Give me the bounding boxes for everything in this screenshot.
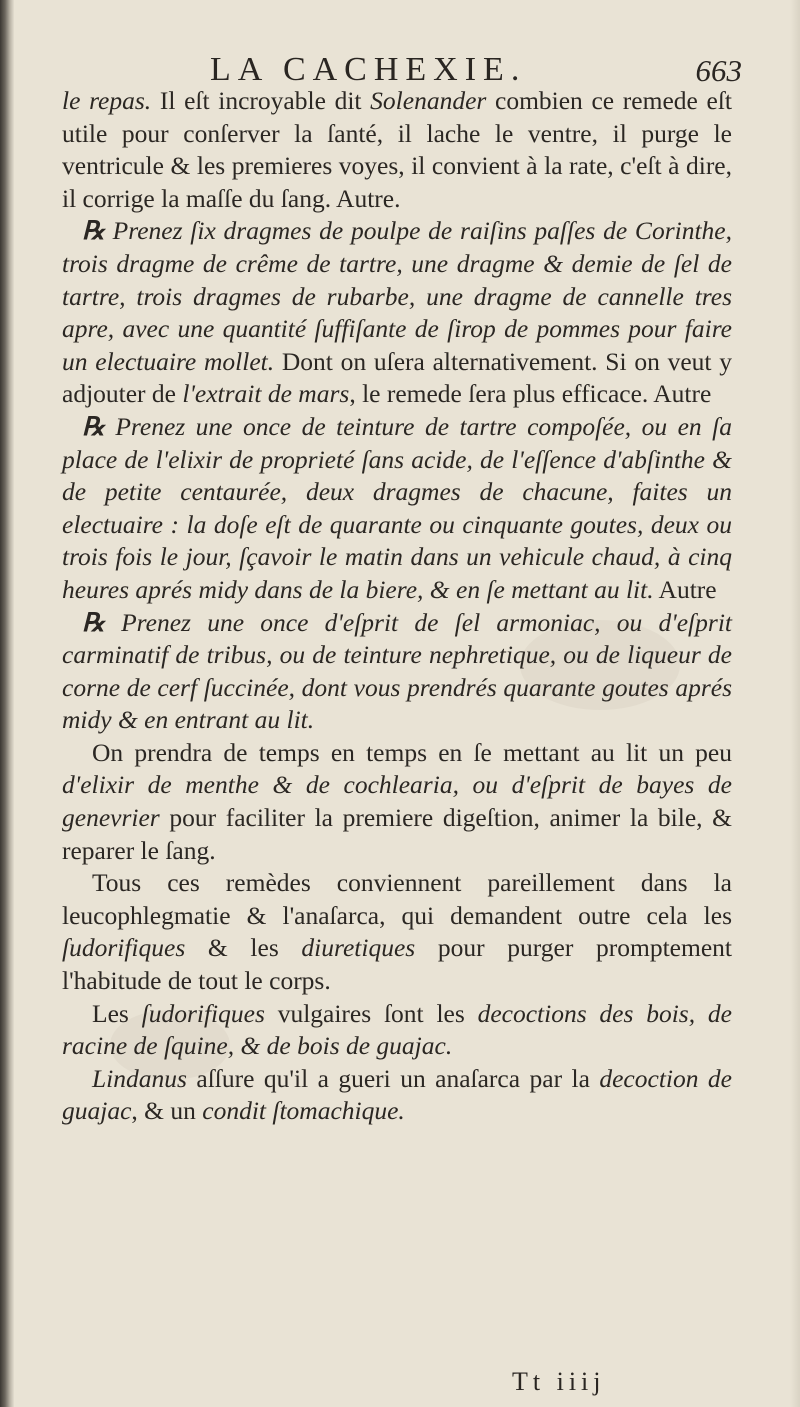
roman-text: vulgaires ſont les bbox=[264, 998, 478, 1028]
italic-text: ſudorifiques bbox=[141, 998, 265, 1028]
text-paragraph bbox=[62, 998, 732, 1063]
italic-text: Prenez une once d'eſprit de ſel armoniac, ou d'eſprit carminatif de tribus, ou de teinture nephretique, ou de liqueur de corne de cerf ſuccinée, dont vous prendrés quarante goutes aprés midy & en entrant au lit. bbox=[62, 607, 732, 735]
page-binding-edge bbox=[0, 0, 14, 1407]
recipe-symbol: ℞ bbox=[82, 607, 122, 637]
recipe-paragraph bbox=[62, 411, 732, 607]
body-text bbox=[62, 85, 732, 1128]
italic-text: Solenander bbox=[370, 86, 487, 115]
roman-text: Autre bbox=[653, 574, 717, 604]
roman-text: , & un bbox=[131, 1096, 203, 1126]
running-title: LA CACHEXIE. bbox=[210, 51, 527, 88]
italic-text: Prenez une once de teinture de tartre compoſée, ou en ſa place de l'elixir de proprieté ſans acide, de l'eſſence d'abſinthe & de petite centaurée, deux dragmes de chacune, faites un electuaire : la doſe eſt de quarante ou cinquante goutes, deux ou trois fois le jour, ſçavoir le matin dans un vehicule chaud, à cinq heures aprés midy dans de la biere, & en ſe mettant au lit. bbox=[62, 411, 732, 604]
roman-text: On prendra de temps en temps en ſe mettant au lit un peu bbox=[92, 737, 732, 767]
roman-text: pour purger promptement l'habitude de tout le corps. bbox=[62, 933, 732, 996]
italic-text: diuretiques bbox=[301, 933, 416, 963]
roman-text: Dont on uſera alternativement. Si on veut y adjouter de bbox=[62, 346, 732, 409]
italic-text: ſudorifiques bbox=[62, 933, 186, 963]
italic-text: d'elixir de menthe & de cochlearia, ou d'eſprit de bayes de genevrier bbox=[62, 770, 732, 833]
page-number: 663 bbox=[695, 53, 742, 88]
roman-text: , le remede ſera plus efficace. Autre bbox=[349, 379, 712, 409]
italic-text: decoctions des bois, de racine de ſquine, & de bois de guajac. bbox=[62, 998, 732, 1061]
italic-text: condit ſtomachique. bbox=[202, 1096, 405, 1126]
recipe-symbol: ℞ bbox=[82, 216, 113, 246]
italic-text: l'extrait de mars bbox=[182, 379, 350, 409]
roman-text: aſſure qu'il a gueri un anaſarca par la bbox=[186, 1063, 600, 1093]
page-header bbox=[62, 50, 742, 90]
roman-text: Il eſt incroyable dit bbox=[151, 86, 371, 115]
signature-mark: Tt iiij bbox=[512, 1367, 606, 1396]
roman-text: pour faciliter la premiere digeſtion, animer la bile, & reparer le ſang. bbox=[62, 803, 732, 865]
recipe-paragraph bbox=[62, 607, 732, 737]
text-paragraph bbox=[62, 85, 732, 215]
text-paragraph bbox=[62, 1063, 732, 1128]
italic-text: decoction de guajac bbox=[62, 1063, 732, 1126]
italic-text: Prenez ſix dragmes de poulpe de raiſins paſſes de Corinthe, trois dragme de crême de tartre, une dragme & demie de ſel de tartre, trois dragmes de rubarbe, une dragme de cannelle tres apre, avec une quantité ſuffiſante de ſirop de pommes pour faire un electuaire mollet. bbox=[62, 216, 732, 376]
recipe-symbol: ℞ bbox=[82, 411, 116, 441]
page-outer-edge bbox=[790, 0, 800, 1407]
text-paragraph bbox=[62, 737, 732, 867]
italic-text: Lindanus bbox=[92, 1063, 187, 1093]
roman-text: & les bbox=[185, 933, 302, 963]
recipe-paragraph bbox=[62, 215, 732, 411]
roman-text: combien ce remede eſt utile pour conſerver la ſanté, il lache le ventre, il purge le ventricule & les premieres voyes, il convient à la rate, c'eſt à dire, il corrige la maſſe du ſang. Autre. bbox=[62, 86, 732, 213]
roman-text: Tous ces remèdes conviennent pareillement dans la leucophlegmatie & l'anaſarca, qui demandent outre cela les bbox=[62, 868, 732, 930]
text-paragraph bbox=[62, 867, 732, 997]
roman-text: Les bbox=[92, 998, 142, 1028]
italic-text: le repas. bbox=[62, 86, 152, 115]
